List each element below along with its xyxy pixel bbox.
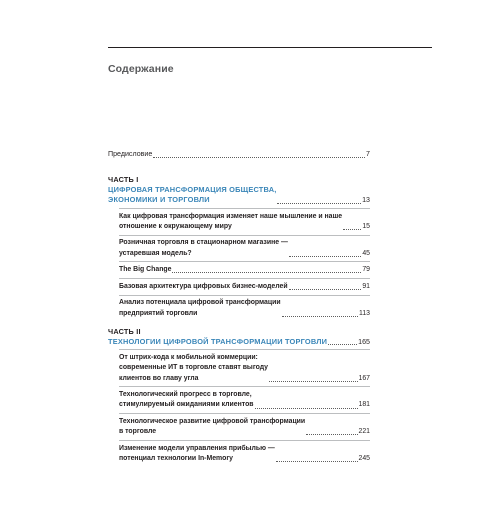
toc-part-title[interactable] <box>108 185 370 206</box>
dot-leader <box>276 461 358 462</box>
toc-chapter-entry[interactable] <box>119 444 370 464</box>
toc-entry-title: Технологический прогресс в торговле, стимулируемый ожиданиями клиентов <box>119 391 254 409</box>
part-label: ЧАСТЬ II <box>108 326 141 336</box>
dot-leader <box>153 157 365 158</box>
divider <box>119 295 370 296</box>
toc-entry-page: 45 <box>362 249 370 257</box>
top-rule <box>108 47 432 48</box>
toc-chapter-entry[interactable] <box>119 212 370 232</box>
toc-entry-page: 13 <box>362 196 370 205</box>
table-of-contents <box>108 149 370 467</box>
divider <box>119 278 370 279</box>
divider <box>119 261 370 262</box>
toc-entry-page: 181 <box>358 401 370 409</box>
dot-leader <box>306 434 357 435</box>
toc-entry-title: The Big Change <box>119 266 172 274</box>
divider <box>119 208 370 209</box>
toc-entry-page: 91 <box>362 282 370 290</box>
dot-leader <box>343 229 361 230</box>
toc-entry-title: Технологическое развитие цифровой трансформации в торговле <box>119 417 306 436</box>
toc-chapter-entry[interactable] <box>119 417 370 437</box>
toc-entry-title: От штрих-кода к мобильной коммерции: современные ИТ в торговле ставят выгоду клиентов во главу угла <box>119 354 269 382</box>
toc-entry-title: Предисловие <box>108 150 153 158</box>
dot-leader <box>255 408 358 409</box>
toc-entry-title: Розничная торговля в стационарном магазине — устаревшая модель? <box>119 239 288 257</box>
divider <box>119 386 370 387</box>
toc-chapter-entry[interactable] <box>119 390 370 410</box>
toc-chapter-entry[interactable] <box>119 282 370 292</box>
toc-entry-title: Как цифровая трансформация изменяет наше мышление и наше отношение к окружающему миру <box>119 212 343 230</box>
divider <box>119 349 370 350</box>
toc-entry-page: 167 <box>358 374 370 382</box>
divider <box>119 413 370 414</box>
toc-entry-title: Изменение модели управления прибылью — потенциал технологии In-Memory <box>119 444 275 462</box>
toc-part-1 <box>108 175 370 319</box>
divider <box>119 235 370 236</box>
dot-leader <box>289 256 361 257</box>
dot-leader <box>269 381 357 382</box>
toc-part-title[interactable] <box>108 337 370 348</box>
toc-entry-preface[interactable] <box>108 149 370 160</box>
dot-leader <box>282 316 358 317</box>
part-label: ЧАСТЬ I <box>108 174 139 184</box>
toc-part-2 <box>108 327 370 464</box>
toc-chapter-entry[interactable] <box>119 298 370 318</box>
toc-entry-title: ЦИФРОВАЯ ТРАНСФОРМАЦИЯ ОБЩЕСТВА, ЭКОНОМИКИ И ТОРГОВЛИ <box>108 184 277 205</box>
toc-entry-title: ТЕХНОЛОГИИ ЦИФРОВОЙ ТРАНСФОРМАЦИИ ТОРГОВЛИ <box>108 336 328 346</box>
toc-entry-page: 245 <box>358 454 370 462</box>
toc-chapter-entry[interactable] <box>119 265 370 275</box>
divider <box>119 440 370 441</box>
toc-entry-page: 79 <box>362 266 370 274</box>
toc-chapter-entry[interactable] <box>119 238 370 258</box>
dot-leader <box>172 272 361 273</box>
dot-leader <box>289 289 362 290</box>
dot-leader <box>277 203 361 204</box>
toc-entry-page: 15 <box>362 222 370 230</box>
toc-entry-page: 221 <box>358 428 370 436</box>
page-title: Содержание <box>108 63 174 75</box>
toc-chapter-entry[interactable] <box>119 353 370 384</box>
toc-entry-page: 165 <box>358 337 370 346</box>
toc-entry-page: 7 <box>366 150 370 158</box>
toc-entry-title: Базовая архитектура цифровых бизнес-моделей <box>119 282 288 290</box>
dot-leader <box>328 344 357 345</box>
toc-entry-page: 113 <box>359 309 370 317</box>
toc-entry-title: Анализ потенциала цифровой трансформации предприятий торговли <box>119 299 281 317</box>
